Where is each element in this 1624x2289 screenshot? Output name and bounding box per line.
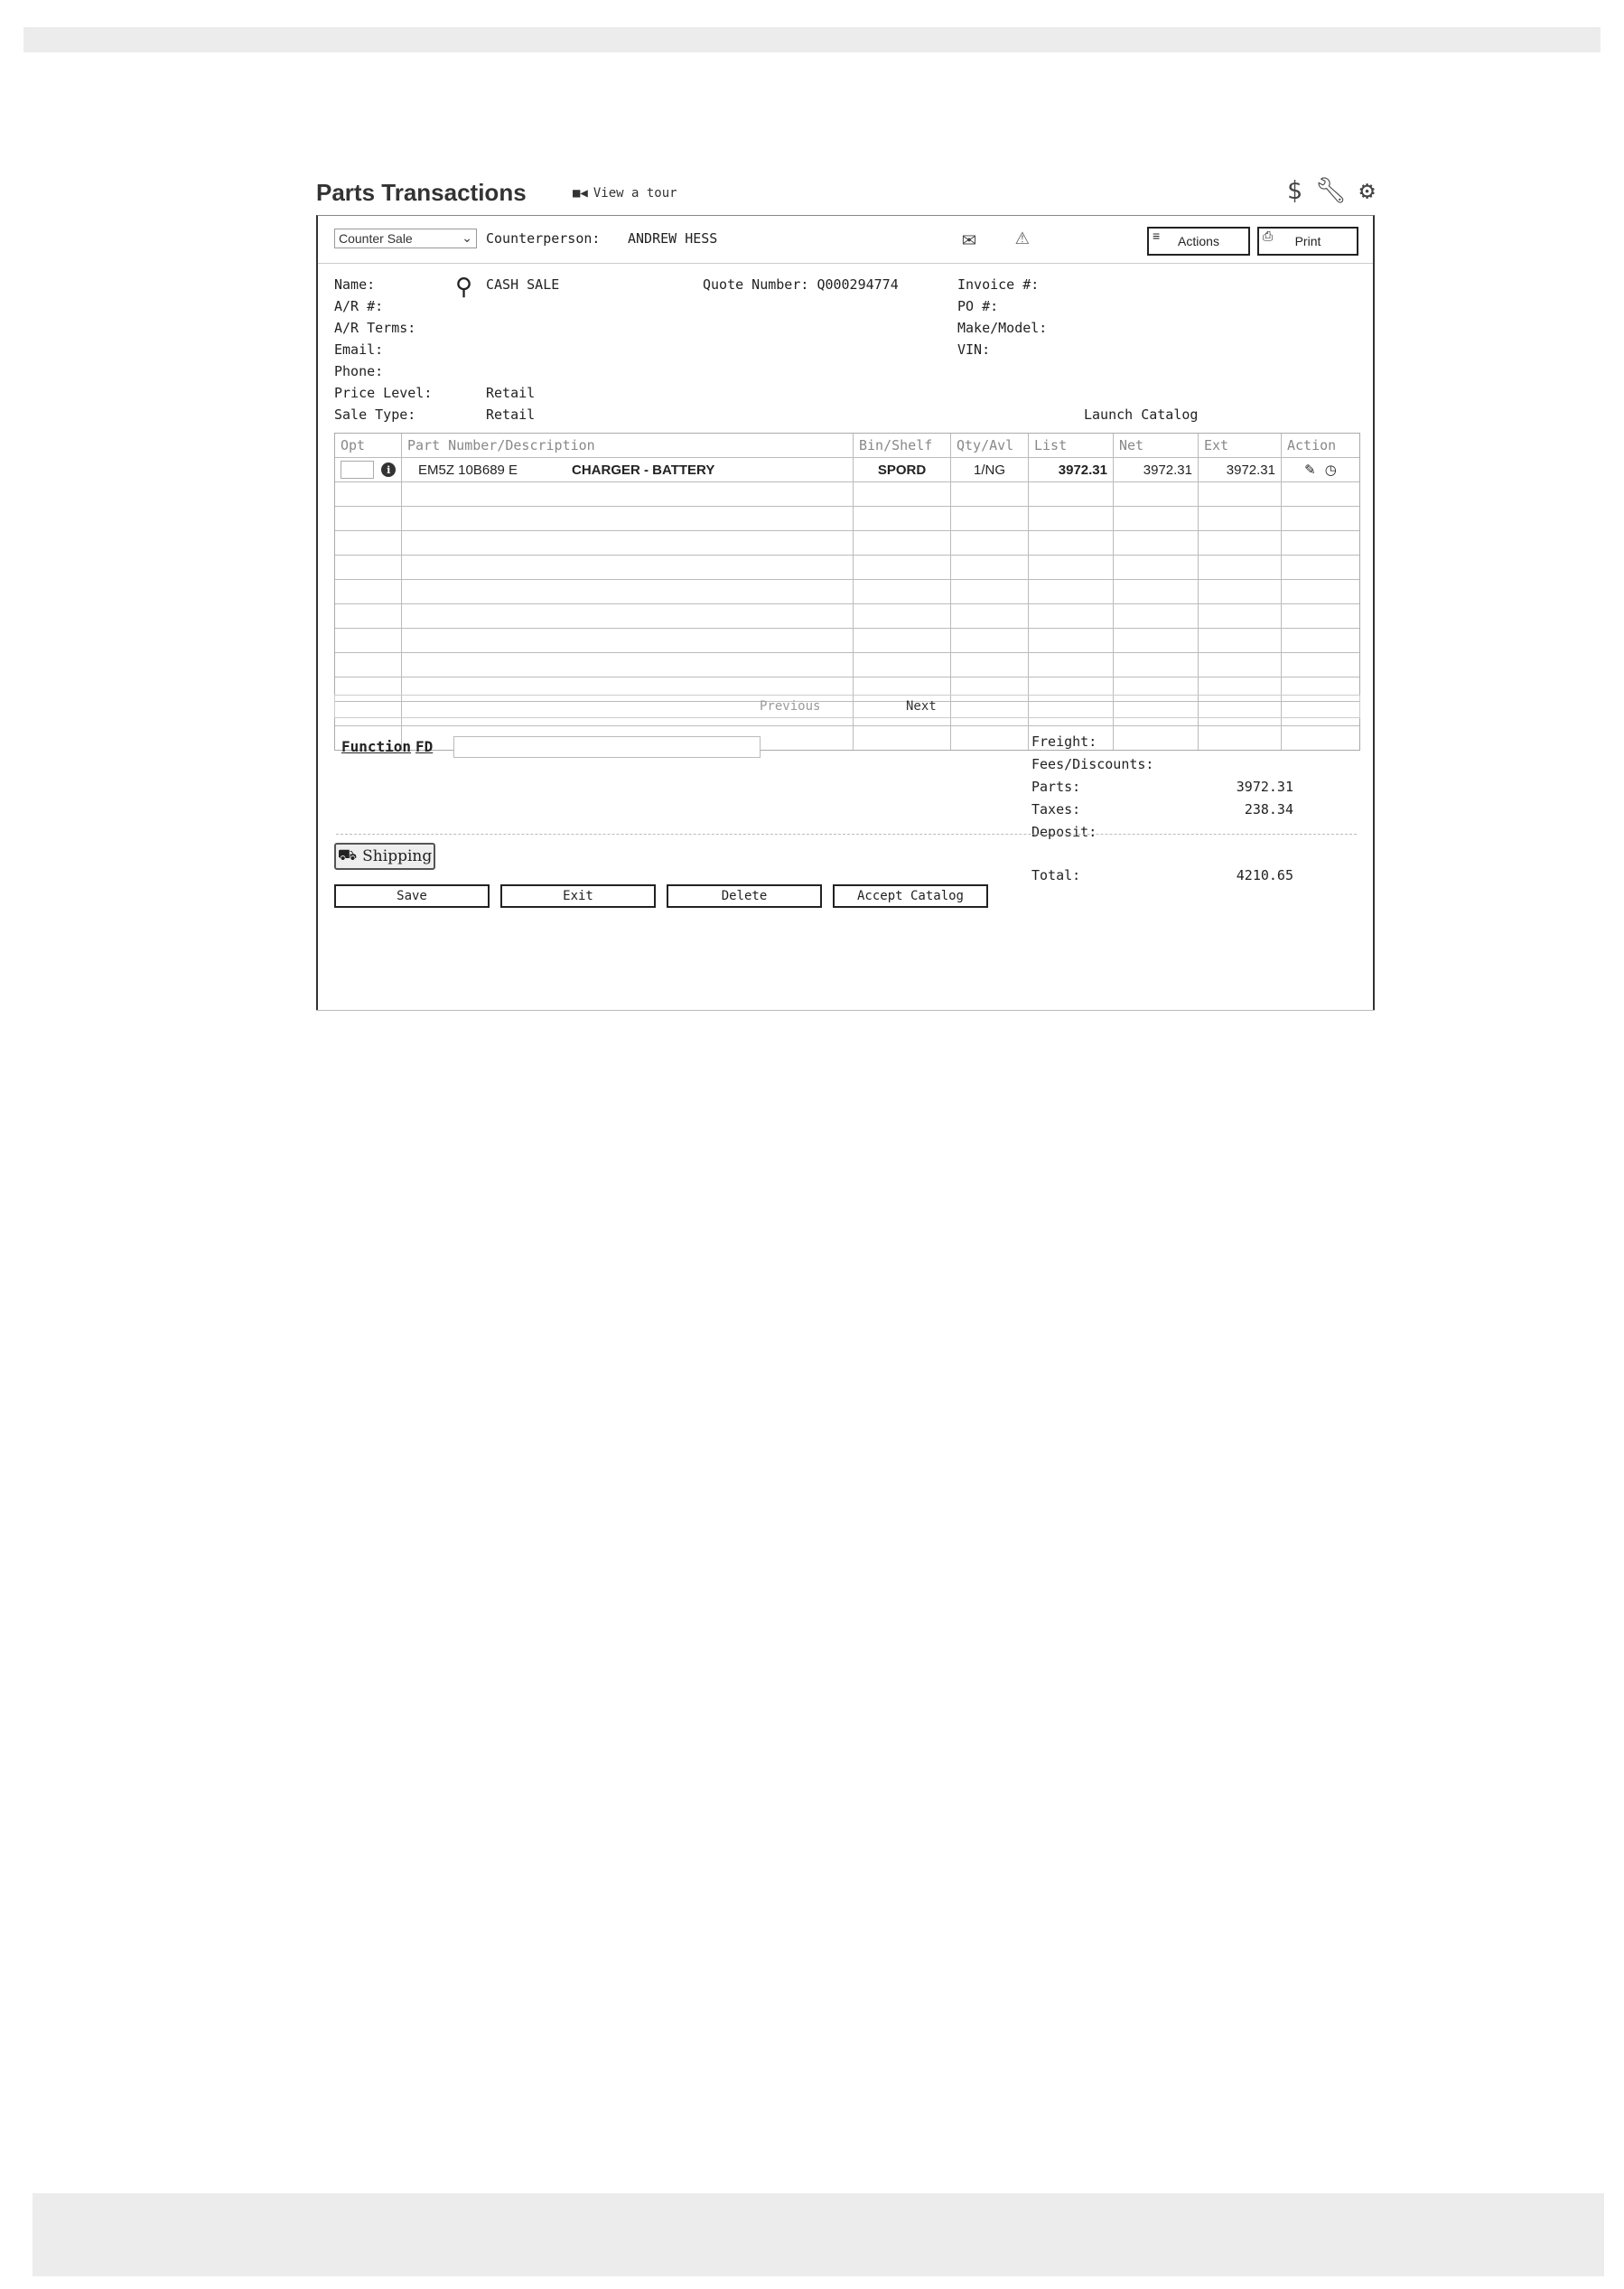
empty-cell <box>1282 726 1359 750</box>
qty-cell: 1/NG <box>951 458 1029 481</box>
empty-cell <box>1282 531 1359 555</box>
table-row <box>335 556 1359 580</box>
transaction-panel <box>316 215 1375 1011</box>
freight-label: Freight: <box>1031 733 1097 750</box>
counterperson-value: ANDREW HESS <box>628 230 718 247</box>
function-input[interactable] <box>453 736 761 758</box>
empty-cell <box>951 507 1029 530</box>
empty-cell <box>402 629 854 652</box>
quote-value: Q000294774 <box>817 276 899 293</box>
empty-cell <box>402 653 854 677</box>
ar-label: A/R #: <box>334 298 384 314</box>
table-row <box>335 653 1359 677</box>
fd-label[interactable]: FD <box>415 738 434 755</box>
empty-cell <box>1029 629 1114 652</box>
price-level-value: Retail <box>486 385 536 401</box>
dollar-icon[interactable]: $ <box>1286 175 1302 205</box>
empty-cell <box>951 482 1029 506</box>
empty-cell <box>335 531 402 555</box>
empty-cell <box>1282 653 1359 677</box>
totals-divider <box>336 834 1357 835</box>
pager <box>334 695 1360 718</box>
col-action: Action <box>1287 437 1337 453</box>
table-row <box>335 580 1359 604</box>
empty-cell <box>951 604 1029 628</box>
empty-cell <box>335 507 402 530</box>
shipping-button[interactable] <box>334 843 435 870</box>
opt-input[interactable] <box>341 461 374 479</box>
scan-edge-bottom <box>33 2193 1604 2276</box>
video-camera-icon: ■◀ <box>573 186 588 201</box>
table-row <box>335 507 1359 531</box>
empty-cell <box>1282 482 1359 506</box>
empty-cell <box>402 604 854 628</box>
table-row <box>335 531 1359 556</box>
empty-cell <box>1114 653 1199 677</box>
parts-total-value: 3972.31 <box>1236 779 1293 795</box>
empty-cell <box>854 482 951 506</box>
col-part: Part Number/Description <box>402 434 854 457</box>
empty-cell <box>854 531 951 555</box>
accept-catalog-button[interactable]: Accept Catalog <box>833 884 988 908</box>
empty-cell <box>1282 629 1359 652</box>
exit-button[interactable]: Exit <box>500 884 656 908</box>
empty-cell <box>335 629 402 652</box>
invoice-label: Invoice #: <box>957 276 1040 293</box>
net-cell: 3972.31 <box>1114 458 1199 481</box>
empty-cell <box>1114 726 1199 750</box>
empty-cell <box>1114 556 1199 579</box>
make-model-label: Make/Model: <box>957 320 1048 336</box>
empty-cell <box>402 556 854 579</box>
title-row <box>316 172 1375 213</box>
empty-cell <box>854 629 951 652</box>
empty-cell <box>854 580 951 603</box>
po-label: PO #: <box>957 298 999 314</box>
empty-cell <box>402 482 854 506</box>
col-list: List <box>1029 434 1114 457</box>
empty-cell <box>1199 482 1282 506</box>
opt-cell <box>335 458 402 481</box>
previous-link[interactable]: Previous <box>760 699 821 714</box>
col-opt: Opt <box>335 434 402 457</box>
empty-cell <box>1029 531 1114 555</box>
part-description: CHARGER - BATTERY <box>572 462 715 478</box>
empty-cell <box>1114 629 1199 652</box>
empty-cell <box>1114 507 1199 530</box>
empty-cell <box>951 726 1029 750</box>
part-number: EM5Z 10B689 E <box>418 462 518 478</box>
empty-cell <box>951 653 1029 677</box>
empty-cell <box>335 556 402 579</box>
empty-cell <box>1029 580 1114 603</box>
parts-transactions-app <box>316 172 1375 903</box>
next-link[interactable]: Next <box>906 699 937 714</box>
empty-cell <box>1114 482 1199 506</box>
empty-cell <box>1199 653 1282 677</box>
vehicle-labels <box>957 274 1047 360</box>
ar-terms-label: A/R Terms: <box>334 320 416 336</box>
empty-cell <box>1199 531 1282 555</box>
part-cell <box>402 458 854 481</box>
parts-total-label: Parts: <box>1031 779 1081 795</box>
col-bin: Bin/Shelf <box>854 434 951 457</box>
empty-cell <box>1282 580 1359 603</box>
empty-cell <box>1199 726 1282 750</box>
taxes-value: 238.34 <box>1244 801 1293 818</box>
sale-type-selected: Counter Sale <box>339 231 413 246</box>
empty-cell <box>951 580 1029 603</box>
actions-label: Actions <box>1178 234 1219 248</box>
empty-cell <box>951 531 1029 555</box>
empty-cell <box>1029 604 1114 628</box>
empty-cell <box>1029 556 1114 579</box>
empty-cell <box>951 629 1029 652</box>
empty-cell <box>402 531 854 555</box>
envelope-icon[interactable]: ✉ <box>962 225 976 252</box>
page-title: Parts Transactions <box>316 179 527 206</box>
vin-label: VIN: <box>957 341 991 358</box>
empty-cell <box>1282 604 1359 628</box>
empty-cell <box>335 604 402 628</box>
empty-cell <box>1029 507 1114 530</box>
printer-icon: ⎙ <box>1263 229 1274 243</box>
empty-cell <box>854 556 951 579</box>
empty-cell <box>1114 580 1199 603</box>
empty-cell <box>335 653 402 677</box>
total-value: 4210.65 <box>1236 867 1293 883</box>
empty-cell <box>1199 580 1282 603</box>
delete-button[interactable]: Delete <box>667 884 822 908</box>
search-icon[interactable]: ⚲ <box>455 274 473 301</box>
empty-cell <box>1199 629 1282 652</box>
view-tour-link[interactable] <box>573 186 677 201</box>
fees-label: Fees/Discounts: <box>1031 756 1154 772</box>
bin-cell: SPORD <box>854 458 951 481</box>
warning-icon[interactable]: ⚠ <box>1015 223 1030 250</box>
phone-label: Phone: <box>334 363 384 379</box>
scan-edge-top <box>23 27 1601 52</box>
menu-icon: ≡ <box>1153 229 1161 243</box>
price-level-label: Price Level: <box>334 385 433 401</box>
print-button[interactable] <box>1257 227 1358 256</box>
deposit-label: Deposit: <box>1031 824 1097 840</box>
save-button[interactable]: Save <box>334 884 490 908</box>
gears-icon[interactable]: ⚙ <box>1359 175 1375 205</box>
empty-cell <box>1029 482 1114 506</box>
info-icon[interactable]: i <box>381 462 396 477</box>
empty-cell <box>402 507 854 530</box>
list-cell: 3972.31 <box>1029 458 1114 481</box>
table-row <box>335 604 1359 629</box>
table-row[interactable] <box>335 458 1359 482</box>
empty-cell <box>1199 604 1282 628</box>
sale-type-value: Retail <box>486 406 536 423</box>
table-row <box>335 482 1359 507</box>
wrench-icon[interactable]: 🔧︎ <box>1314 175 1348 205</box>
empty-cell <box>854 726 951 750</box>
sale-type-label: Sale Type: <box>334 406 416 423</box>
empty-cell <box>1114 604 1199 628</box>
empty-cell <box>854 507 951 530</box>
view-tour-label: View a tour <box>593 186 677 201</box>
truck-icon: ⛟ <box>337 846 358 864</box>
taxes-label: Taxes: <box>1031 801 1081 818</box>
print-label: Print <box>1294 234 1321 248</box>
empty-cell <box>854 604 951 628</box>
chevron-down-icon: ⌄ <box>462 230 472 245</box>
name-label: Name: <box>334 276 376 293</box>
empty-cell <box>854 653 951 677</box>
empty-cell <box>1114 531 1199 555</box>
empty-cell <box>402 580 854 603</box>
col-qty: Qty/Avl <box>951 434 1029 457</box>
empty-cell <box>335 482 402 506</box>
shipping-label: Shipping <box>362 847 433 865</box>
edit-pencil-icon[interactable]: ✎ <box>1304 462 1316 478</box>
action-cell <box>1282 458 1359 481</box>
actions-button[interactable] <box>1147 227 1250 256</box>
top-icon-bar <box>1287 175 1375 205</box>
empty-cell <box>1199 556 1282 579</box>
email-label: Email: <box>334 341 384 358</box>
grid-header <box>335 434 1359 458</box>
empty-cell <box>1282 556 1359 579</box>
panel-bottom-edge <box>316 1010 1375 1011</box>
quote-number <box>703 274 899 295</box>
counterperson-label: Counterperson: <box>486 230 601 247</box>
empty-cell <box>1282 507 1359 530</box>
empty-cell <box>1029 653 1114 677</box>
empty-cell <box>335 580 402 603</box>
toolbar <box>318 216 1373 264</box>
col-ext: Ext <box>1199 434 1282 457</box>
ext-cell: 3972.31 <box>1199 458 1282 481</box>
launch-catalog-link[interactable]: Launch Catalog <box>1084 406 1199 423</box>
empty-cell <box>1199 507 1282 530</box>
sale-type-select[interactable] <box>334 229 477 248</box>
clock-icon[interactable]: ◷ <box>1324 462 1337 478</box>
quote-label: Quote Number: <box>703 276 809 293</box>
function-label[interactable]: Function <box>341 738 412 755</box>
col-net: Net <box>1114 434 1199 457</box>
empty-cell <box>951 556 1029 579</box>
total-label: Total: <box>1031 867 1081 883</box>
customer-name-value: CASH SALE <box>486 276 560 293</box>
table-row <box>335 629 1359 653</box>
customer-labels <box>334 274 432 425</box>
